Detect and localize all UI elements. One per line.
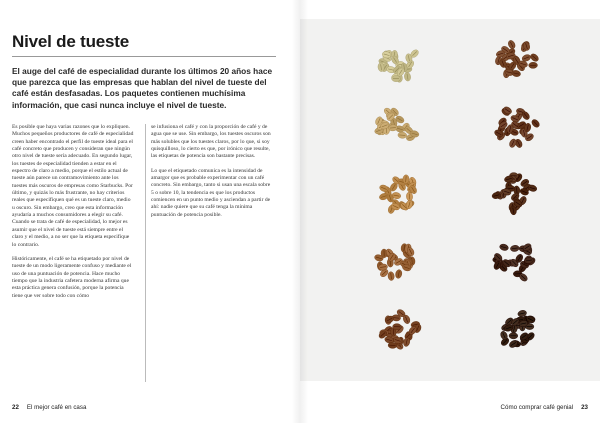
- bean-pile-light-4: [374, 243, 416, 281]
- bean-pile-light-3: [379, 175, 418, 215]
- bean-pile-dark-5: [499, 309, 536, 349]
- bean-pile-dark-3: [491, 172, 537, 215]
- body-paragraph: se infusiona el café y con la proporción de café y de agua que se use. Sin embargo, los tuestes oscuros son más solubles que los tuestes claros, por lo que, si soy quisquilloso, lo cierto es que, por irónico que resulte, las etiquetas de potencia son bastante precisas.: [151, 124, 271, 160]
- body-paragraph: Es posible que haya varias razones que lo expliquen. Muchos pequeños productores de café de especialidad creen haber encontrado el perfil de tueste ideal para el café concreto que producen y consideran que ningún otro nivel de tueste sería adecuado. En segundo lugar, los tuestes de especialidad tienden a estar en el espectro de claro a medio, porque el estilo actual de tueste aún parece un contramovimiento ante los tuestes más oscuros de empresas como Starbucks. Por último, y quizás lo más frustrante, no hay criterios reales que especifiquen qué es un tueste claro, medio u oscuro. Sin embargo, creo que esta información ayudaría a muchos consumidores a elegir su café. Cuando se trata de café de especialidad, lo mejor es asumir que el nivel de tueste está siempre entre el claro y el medio, a no ser que la etiqueta especifique lo contrario.: [12, 124, 134, 248]
- page-number-left: 22: [12, 404, 19, 411]
- body-column-2: [151, 124, 273, 226]
- bean-pile-light-5: [378, 308, 423, 351]
- coffee-beans-illustration: [300, 19, 600, 381]
- bean-pile-dark-1: [494, 39, 539, 78]
- footer-right: [501, 404, 588, 411]
- bean-pile-light-1: [377, 48, 420, 82]
- bean-pile-dark-2: [493, 105, 541, 148]
- body-paragraph: Históricamente, el café se ha etiquetado por nivel de tueste de un modo ligeramente confuso y mediante el uso de una puntuación de potencia. Hace mucho tiempo que la industria cafetera moderna afirma que esta práctica genera confusión, porque la potencia tiene que ver sobre todo con cómo: [12, 255, 132, 299]
- title-divider: [12, 56, 276, 57]
- column-divider: [145, 124, 146, 382]
- coffee-roast-photo: [300, 19, 600, 381]
- footer-left: [12, 404, 86, 411]
- body-column-1: [12, 124, 134, 386]
- page-title: Nivel de tueste: [12, 32, 129, 51]
- page-number-right: 23: [581, 404, 588, 411]
- bean-pile-light-2: [374, 107, 420, 142]
- bean-pile-dark-4: [492, 242, 536, 282]
- lead-paragraph: El auge del café de especialidad durante los últimos 20 años hace que parezca que las empresas que hablan del nivel de tueste del café están desfasadas. Los paquetes contienen muchísima información, que casi nunca incluye el nivel de tueste.: [12, 66, 273, 110]
- spine-shadow: [292, 0, 308, 423]
- body-paragraph: Lo que el etiquetado comunica es la intensidad de amargor que es probable experimentar con un café concreto. Sin embargo, tanto si usan una escala sobre 5 o sobre 10, la tendencia es que los productos comiencen en un punto medio y asciendan a partir de ahí: nadie quiere que su café tenga la mínima puntuación de potencia posible.: [151, 167, 271, 218]
- chapter-title: Cómo comprar café genial: [500, 404, 574, 411]
- book-title: El mejor café en casa: [26, 404, 87, 411]
